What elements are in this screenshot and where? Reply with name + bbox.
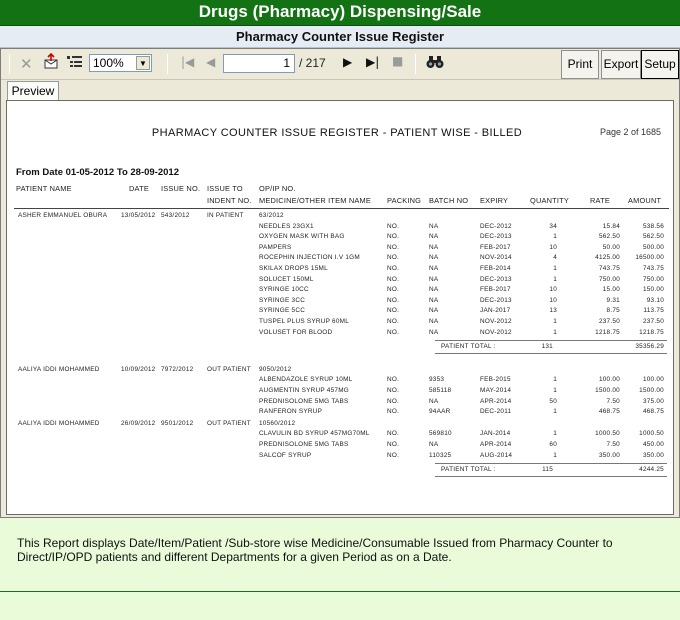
item-name: SYRINGE 10CC — [259, 286, 309, 294]
col-header-expiry: EXPIRY — [480, 196, 509, 205]
item-packing: NO. — [387, 307, 400, 315]
tree-icon[interactable] — [67, 55, 83, 73]
item-batch: NA — [429, 286, 439, 294]
item-packing: NO. — [387, 233, 400, 241]
item-name: CLAVULIN BD SYRUP 457MG70ML — [259, 430, 370, 438]
zoom-value: 100% — [93, 56, 124, 70]
patient-total-label: PATIENT TOTAL : — [441, 466, 496, 474]
setup-button[interactable]: Setup — [641, 50, 679, 79]
item-batch: NA — [429, 275, 439, 283]
item-rate: 8.75 — [606, 307, 620, 315]
issue-date: 26/09/2012 — [121, 419, 156, 427]
item-quantity: 60 — [549, 441, 557, 448]
item-batch: NA — [429, 296, 439, 304]
item-rate: 750.00 — [598, 275, 620, 283]
page-indicator: Page 2 of 1685 — [600, 127, 662, 137]
patient-name: AALIYA IDDI MOHAMMED — [18, 365, 100, 373]
item-quantity: 4 — [553, 254, 557, 262]
app-title-bar — [0, 0, 680, 26]
item-batch: NA — [429, 265, 439, 272]
item-rate: 1000.50 — [595, 430, 620, 438]
item-rate: 50.00 — [602, 243, 620, 251]
item-batch: NA — [429, 441, 439, 448]
issue-to: OUT PATIENT — [207, 365, 251, 373]
item-rate: 743.75 — [598, 265, 620, 272]
item-amount: 237.50 — [642, 318, 664, 325]
item-batch: NA — [429, 243, 439, 251]
item-amount: 538.56 — [642, 222, 664, 230]
export-icon[interactable] — [43, 53, 59, 73]
item-amount: 1218.75 — [639, 328, 664, 336]
item-name: ALBENDAZOLE SYRUP 10ML — [259, 376, 353, 384]
header-divider — [14, 208, 669, 209]
item-quantity: 1 — [553, 408, 557, 416]
item-packing: NO. — [387, 265, 400, 272]
item-name: RANFERON SYRUP — [259, 408, 323, 416]
next-page-icon[interactable]: ▶ — [343, 55, 353, 69]
item-batch: NA — [429, 233, 439, 241]
item-quantity: 1 — [553, 387, 557, 394]
patient-total-quantity: 131 — [541, 343, 553, 351]
item-quantity: 34 — [549, 222, 557, 230]
item-amount: 350.00 — [642, 451, 664, 459]
search-binoculars-icon[interactable] — [426, 55, 444, 73]
item-expiry: APR-2014 — [480, 441, 512, 448]
item-batch: NA — [429, 254, 439, 262]
item-amount: 450.00 — [642, 441, 664, 448]
item-name: SALCOF SYRUP — [259, 451, 312, 459]
item-name: PREDNISOLONE 5MG TABS — [259, 397, 349, 405]
item-expiry: NOV-2014 — [480, 254, 512, 262]
item-amount: 100.00 — [642, 376, 664, 384]
total-divider — [435, 463, 667, 464]
report-description: This Report displays Date/Item/Patient /Sub-store wise Medicine/Consumable Issued from Pharmacy Counter to Direct/IP/OPD patients and different Departments for a given Period as on a Date. — [17, 536, 613, 564]
col-header-issue-no: ISSUE NO. — [161, 184, 201, 193]
item-name: OXYGEN MASK WITH BAG — [259, 233, 345, 241]
col-header-op-ip-no: OP/IP NO. — [259, 184, 296, 193]
item-rate: 15.84 — [602, 222, 620, 230]
issue-date: 13/05/2012 — [121, 212, 156, 219]
toolbar-separator — [415, 54, 416, 74]
item-expiry: JAN-2017 — [480, 307, 511, 315]
item-batch: NA — [429, 318, 439, 325]
bottom-bar — [0, 591, 680, 620]
col-header-indent-no: INDENT NO. — [207, 196, 252, 205]
patient-total-amount: 4244.25 — [639, 466, 664, 474]
item-expiry: DEC-2013 — [480, 233, 512, 241]
item-amount: 468.75 — [642, 408, 664, 416]
last-page-icon[interactable]: ▶| — [366, 55, 380, 69]
item-packing: NO. — [387, 328, 400, 336]
item-name: ROCEPHIN INJECTION I.V 1GM — [259, 254, 360, 262]
item-packing: NO. — [387, 254, 400, 262]
report-title-bar — [0, 26, 680, 48]
item-expiry: FEB-2015 — [480, 376, 511, 384]
item-batch: 94AAR — [429, 408, 451, 416]
viewer-tabs — [1, 80, 679, 100]
item-rate: 7.50 — [606, 441, 620, 448]
patient-total-quantity: 115 — [542, 466, 553, 474]
item-expiry: AUG-2014 — [480, 451, 513, 459]
item-packing: NO. — [387, 408, 400, 416]
item-name: SKILAX DROPS 15ML — [259, 265, 328, 272]
item-expiry: DEC-2013 — [480, 296, 512, 304]
item-batch: 569810 — [429, 430, 452, 438]
op-ip-number: 10560/2012 — [259, 419, 296, 427]
item-name: SYRINGE 5CC — [259, 307, 306, 315]
app-title: Drugs (Pharmacy) Dispensing/Sale — [198, 2, 482, 21]
issue-date: 10/09/2012 — [121, 365, 156, 373]
item-expiry: DEC-2012 — [480, 222, 512, 230]
issue-to: OUT PATIENT — [207, 419, 251, 427]
item-rate: 1218.75 — [595, 328, 620, 336]
item-rate: 7.50 — [606, 397, 620, 405]
item-packing: NO. — [387, 430, 400, 438]
item-rate: 562.50 — [598, 233, 620, 241]
item-batch: NA — [429, 328, 439, 336]
patient-name: AALIYA IDDI MOHAMMED — [18, 419, 100, 427]
patient-total-amount: 35356.29 — [635, 343, 664, 351]
tab-preview[interactable]: Preview — [7, 81, 59, 100]
report-description-panel — [0, 519, 680, 591]
item-rate: 100.00 — [598, 376, 620, 384]
item-expiry: APR-2014 — [480, 397, 512, 405]
item-packing: NO. — [387, 275, 400, 283]
item-packing: NO. — [387, 243, 400, 251]
item-quantity: 1 — [553, 451, 557, 459]
viewer-toolbar — [1, 49, 679, 80]
report-name: Pharmacy Counter Issue Register — [235, 29, 445, 44]
item-quantity: 13 — [549, 307, 557, 315]
toolbar-separator — [167, 54, 168, 74]
item-amount: 562.50 — [642, 233, 664, 241]
col-header-packing: PACKING — [387, 196, 422, 205]
op-ip-number: 9050/2012 — [259, 365, 292, 373]
total-pages: / 217 — [299, 56, 326, 70]
report-heading: PHARMACY COUNTER ISSUE REGISTER - PATIENT WISE - BILLED — [151, 127, 523, 139]
op-ip-number: 63/2012 — [259, 212, 284, 219]
item-expiry: FEB-2017 — [480, 243, 511, 251]
item-quantity: 10 — [549, 296, 557, 304]
item-quantity: 1 — [553, 318, 557, 325]
chevron-down-icon[interactable]: ▼ — [136, 56, 150, 70]
col-header-rate: RATE — [590, 196, 610, 205]
item-name: NEEDLES 23GX1 — [259, 222, 314, 230]
item-amount: 375.00 — [642, 397, 664, 405]
issue-to: IN PATIENT — [207, 212, 244, 219]
print-button[interactable]: Print — [561, 50, 599, 79]
patient-name: ASHER EMMANUEL OBURA — [18, 212, 108, 219]
item-packing: NO. — [387, 318, 400, 325]
item-batch: NA — [429, 397, 439, 405]
item-packing: NO. — [387, 451, 400, 459]
col-header-batch-no: BATCH NO — [429, 196, 469, 205]
item-batch: 110325 — [429, 451, 452, 459]
item-name: SYRINGE 3CC — [259, 296, 306, 304]
col-header-quantity: QUANTITY — [530, 196, 569, 205]
item-name: SOLUCET 150ML — [259, 275, 314, 283]
item-batch: 585118 — [429, 387, 452, 394]
item-expiry: DEC-2011 — [480, 408, 512, 416]
first-page-icon[interactable]: |◀ — [181, 55, 195, 69]
zoom-select[interactable] — [89, 54, 152, 72]
report-page — [6, 100, 674, 515]
issue-number: 7972/2012 — [161, 365, 194, 373]
item-packing: NO. — [387, 286, 400, 294]
item-rate: 9.31 — [606, 296, 620, 304]
patient-total-label: PATIENT TOTAL : — [441, 343, 496, 351]
item-expiry: NOV-2012 — [480, 328, 512, 336]
item-batch: NA — [429, 222, 439, 230]
prev-page-icon[interactable]: ◀ — [206, 55, 216, 69]
toolbar-separator — [9, 54, 10, 74]
item-quantity: 1 — [553, 233, 557, 241]
item-name: PAMPERS — [259, 243, 292, 251]
item-batch: 9353 — [429, 376, 445, 384]
item-packing: NO. — [387, 397, 400, 405]
item-rate: 4125.00 — [595, 254, 620, 262]
item-amount: 1500.00 — [639, 387, 664, 394]
item-amount: 1000.50 — [639, 430, 664, 438]
item-quantity: 10 — [549, 243, 557, 251]
item-rate: 15.00 — [602, 286, 620, 294]
item-expiry: MAY-2014 — [480, 387, 512, 394]
item-packing: NO. — [387, 387, 400, 394]
total-divider — [435, 353, 667, 354]
item-quantity: 1 — [553, 275, 557, 283]
item-rate: 1500.00 — [595, 387, 620, 394]
item-rate: 350.00 — [598, 451, 620, 459]
col-header-issue-to: ISSUE TO — [207, 184, 243, 193]
item-amount: 113.75 — [643, 307, 664, 315]
item-expiry: FEB-2014 — [480, 265, 511, 272]
item-quantity: 1 — [553, 328, 557, 336]
date-range: From Date 01-05-2012 To 28-09-2012 — [16, 167, 179, 178]
item-amount: 150.00 — [642, 286, 664, 294]
item-quantity: 50 — [549, 397, 557, 405]
col-header-medicine: MEDICINE/OTHER ITEM NAME — [259, 196, 371, 205]
total-divider — [435, 476, 667, 477]
item-packing: NO. — [387, 296, 400, 304]
item-amount: 16500.00 — [635, 254, 664, 262]
stop-icon[interactable]: ■ — [392, 54, 404, 68]
item-packing: NO. — [387, 222, 400, 230]
item-amount: 500.00 — [642, 243, 664, 251]
page-number-input[interactable]: 1 — [223, 54, 295, 73]
col-header-date: DATE — [129, 184, 149, 193]
item-expiry: FEB-2017 — [480, 286, 511, 294]
total-divider — [435, 340, 667, 341]
item-amount: 750.00 — [642, 275, 664, 283]
item-expiry: NOV-2012 — [480, 318, 512, 325]
item-amount: 743.75 — [642, 265, 664, 272]
report-viewer — [0, 48, 680, 518]
item-quantity: 10 — [549, 286, 557, 294]
item-batch: NA — [429, 307, 439, 315]
item-rate: 237.50 — [598, 318, 620, 325]
item-quantity: 1 — [553, 265, 557, 272]
issue-number: 543/2012 — [161, 212, 190, 219]
export-button[interactable]: Export — [601, 50, 641, 79]
item-rate: 468.75 — [598, 408, 620, 416]
item-name: AUGMENTIN SYRUP 457MG — [259, 387, 350, 394]
item-quantity: 1 — [553, 430, 557, 438]
item-packing: NO. — [387, 376, 400, 384]
item-name: PREDNISOLONE 5MG TABS — [259, 441, 349, 448]
col-header-patient-name: PATIENT NAME — [16, 184, 72, 193]
issue-number: 9501/2012 — [161, 419, 194, 427]
item-name: VOLUSET FOR BLOOD — [259, 328, 333, 336]
item-name: TUSPEL PLUS SYRUP 60ML — [259, 318, 350, 325]
item-quantity: 1 — [553, 376, 557, 384]
col-header-amount: AMOUNT — [628, 196, 662, 205]
item-expiry: JAN-2014 — [480, 430, 511, 438]
item-packing: NO. — [387, 441, 400, 448]
item-expiry: DEC-2013 — [480, 275, 512, 283]
close-icon[interactable]: ✕ — [20, 55, 33, 73]
item-amount: 93.10 — [646, 296, 664, 304]
